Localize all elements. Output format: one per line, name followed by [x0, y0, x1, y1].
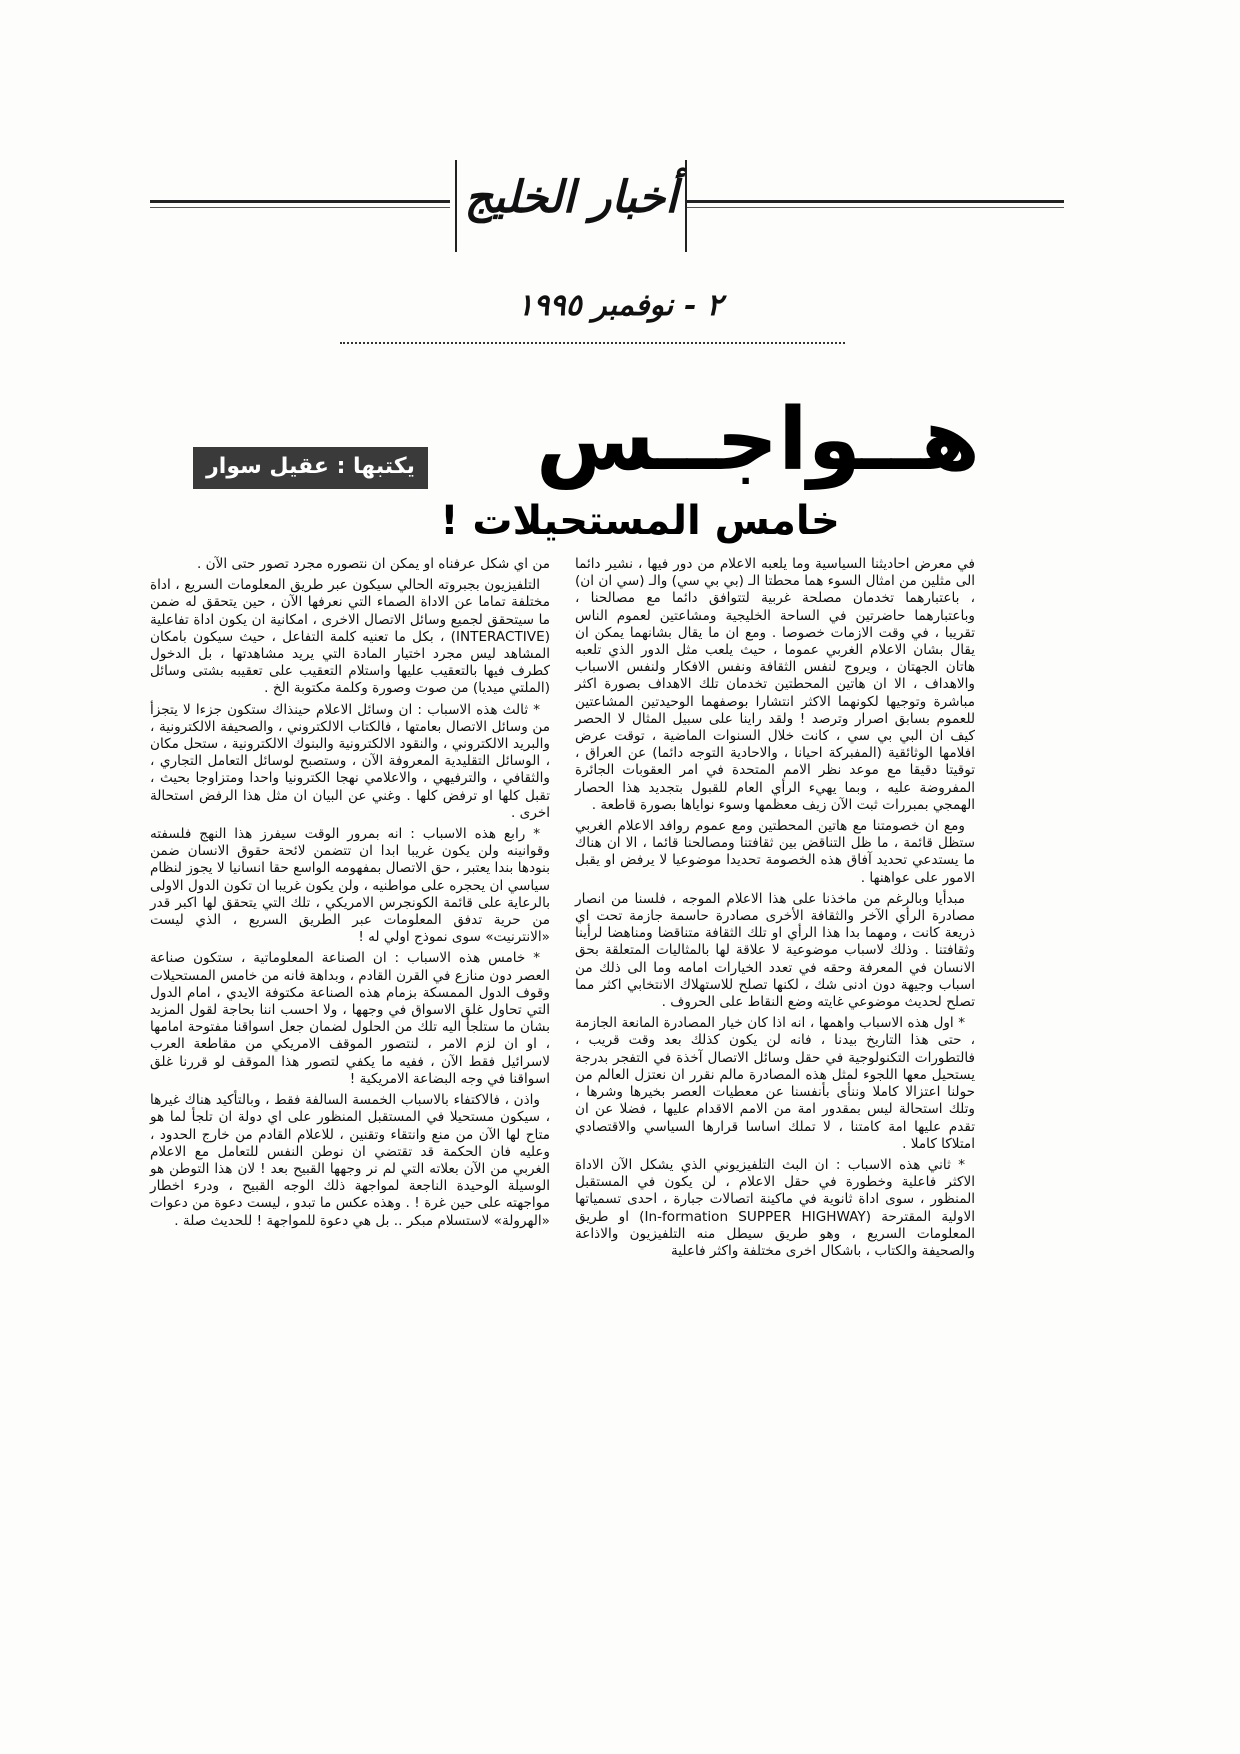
paragraph: ومع ان خصومتنا مع هاتين المحطتين ومع عموم روافد الاعلام الغربي ستظل قائمة ، ما ظل التناقض بين ثقافتنا ومصالحنا قائما ، الا ان هناك ما يستدعي تحديد آفاق هذه الخصومة تحديدا موضوعيا لا يرفض او يقبل الامور على عواهنها .: [575, 818, 975, 886]
paragraph: في معرض احاديثنا السياسية وما يلعبه الاعلام من دور فيها ، نشير دائما الى مثلين من امثال السوء هما محطتا الـ (بي بي سي) والـ (سي ان ان) ، باعتبارهما تخدمان مصلحة غربية لتتوافق دائما مع مصالحنا ، وباعتبارهما حاضرتين في الساحة الخليجية ومشاعتين لعموم الناس تقريبا ، في وقت الازمات خصوصا . ومع ان ما يقال بشانهما يمكن ان يقال بشان الاعلام الغربي عموما ، حيث يلعب مثل الدور الذي تلعبه هاتان الجهتان ، ويروج لنفس الثقافة ونفس الافكار ولنفس الاسباب والاهداف ، الا ان هاتين المحطتين تخدمان تلك الاهداف بصورة اكثر مباشرة وتوجيها لكونهما الاكثر انتشارا بوصفهما الوحيدتين المشاعتين للعموم بسابق اصرار وترصد ! ولقد راينا على سبيل المثال لا الحصر كيف ان البي بي سي ، كانت خلال السنوات الماضية ، توقت عرض افلامها الوثائقية (المفبركة احيانا ، والاحادية التوجه دائما) عن العراق ، توقيتا دقيقا مع موعد نظر الامم المتحدة في امر العقوبات الجائرة المفروضة عليه ، وبما يهيء الرأي العام للقبول بتجديد هذا الحصار الهمجي بمبررات ثبت الآن زيف معظمها وسوء نواياها بصورة قاطعة .: [575, 556, 975, 813]
paragraph: واذن ، فالاكتفاء بالاسباب الخمسة السالفة فقط ، وبالتأكيد هناك غيرها ، سيكون مستحيلا في المستقبل المنظور على اي دولة ان تلجأ لما هو متاح لها الآن من منع وانتقاء وتقنين ، للاعلام القادم من خارج الحدود ، وعليه فان الحكمة قد تقتضي ان نوطن النفس للتعامل مع الاعلام الغربي من الآن بعلاته التي لم نر وجهها القبيح بعد ! لان هذا التوطن هو الوسيلة الوحيدة الناجعة لمواجهة ذلك الوجه القبيح ، ودرء اخطار مواجهته على حين غرة ! . وهذه عكس ما تبدو ، ليست دعوة من دعوات «الهرولة» لاستسلام مبكر .. بل هي دعوة للمواجهة ! للحديث صلة .: [150, 1092, 550, 1229]
masthead-thin-rule-right: [686, 207, 1064, 208]
newspaper-name: أخبار الخليج: [464, 172, 678, 223]
masthead: [150, 160, 1070, 260]
byline: يكتبها : عقيل سوار: [206, 454, 415, 479]
paragraph: التلفيزيون بجبروته الحالي سيكون عبر طريق المعلومات السريع ، اداة مختلفة تماما عن الاداة الصماء التي نعرفها الآن ، حين يتحقق له ضمن ما سيتحقق لجميع وسائل الاتصال الاخرى ، امكانية ان يكون اداة تفاعلية (INTERACTIVE) ، بكل ما تعنيه كلمة التفاعل ، حيث سيكون بامكان المشاهد ليس مجرد اختيار المادة التي يريد مشاهدتها ، بل الدخول كطرف فيها بالتعقيب عليها واستلام التعقيب على تعقيبه بشتى وسائل (الملتي ميديا) من صوت وصورة وكلمة مكتوبة الخ .: [150, 577, 550, 697]
paragraph: * ثالث هذه الاسباب : ان وسائل الاعلام حينذاك ستكون جزءا لا يتجزأ من وسائل الاتصال بعامتها ، فالكتاب الالكتروني ، والصحيفة الالكترونية ، والبريد الالكتروني ، والنقود الالكترونية والبنوك الالكترونية ، ستحل مكان ، الوسائل التقليدية المعروفة الآن ، وستصبح لوسائل التعامل التجاري ، والثقافي ، والترفيهي ، والاعلامي نهجا الكترونيا واحدا ومتزاوجا بحيث ، تقبل كلها او ترفض كلها . وغني عن البيان ان مثل هذا الرفض استحالة اخرى .: [150, 701, 550, 821]
paragraph: * ثاني هذه الاسباب : ان البث التلفيزيوني الذي يشكل الآن الاداة الاكثر فاعلية وخطورة في حقل الاعلام ، لن يكون في المستقبل المنظور ، سوى اداة ثانوية في ماكينة اتصالات جبارة ، احدى تسمياتها الاولية المقترحة (In-formation SUPPER HIGHWAY) او طريق المعلومات السريع ، وهو طريق سيطل منه التلفيزيون والاذاعة والصحيفة والكتاب ، باشكال اخرى مختلفة واكثر فاعلية: [575, 1156, 975, 1259]
masthead-rule-right: [686, 200, 1064, 203]
paragraph: مبدأيا وبالرغم من ماخذنا على هذا الاعلام الموجه ، فلسنا من انصار مصادرة الرأي الآخر والثقافة الأخرى مصادرة حاسمة جازمة تحت اي ذريعة كانت ، ومهما بدا هذا الرأي او تلك الثقافة متناقضا ومناهضا لرأينا وثقافتنا . وذلك لاسباب موضوعية لا علاقة لها بالمثاليات المتعلقة بحق الانسان في المعرفة وحقه في تعدد الخيارات امامه وما الى ذلك من اسباب وجيهة دون ادنى شك ، لكنها تصلح للاستهلاك الانتخابي اكثر مما تصلح لحديث موضوعي غايته وضع النقاط على الحروف .: [575, 890, 975, 1011]
paragraph: من اي شكل عرفناه او يمكن ان نتصوره مجرد تصور حتى الآن .: [197, 556, 550, 572]
masthead-thin-rule-left: [150, 207, 450, 208]
article-column-left: [150, 556, 550, 1234]
date-underline: [340, 342, 845, 344]
issue-date: ٢ - نوفمبر ١٩٩٥: [517, 288, 723, 323]
paragraph: * اول هذه الاسباب واهمها ، انه اذا كان خيار المصادرة المانعة الجازمة ، حتى هذا التاريخ بيدنا ، فانه لن يكون كذلك بعد وقت قريب ، فالتطورات التكنولوجية في حقل وسائل الاتصال آخذة في التفجر بدرجة يستحيل معها اللجوء لمثل هذه المصادرة مالم نقرر ان نعتزل العالم من حولنا اعتزالا كاملا وننأى بأنفسنا عن معطيات العصر بخيرها وشرها ، وتلك استحالة ليس بمقدور امة من الامم الاقدام عليها ، فضلا عن ان تقدم عليها امة كامتنا ، لا تملك اساسا قرارها السياسي والاقتصادي امتلاكا كاملا .: [575, 1015, 975, 1152]
paragraph: * خامس هذه الاسباب : ان الصناعة المعلوماتية ، ستكون صناعة العصر دون منازع في القرن القادم ، وبداهة فانه من خامس المستحيلات وقوف الدول الممسكة بزمام هذه الصناعة مكتوفة الايدي ، امام الدول التي تحاول غلق الاسواق في وجهها ، ولا احسب اننا بحاجة لقول المزيد بشان ما ستلجأ اليه تلك من الحلول لضمان جعل اسواقنا مفتوحة امامها ، او ان لزم الامر ، لنتصور الموقف الامريكي من مقاطعة العرب لاسرائيل فقط الآن ، ففيه ما يكفي لتصور هذا الموقف لو قررنا غلق اسواقنا في وجه البضاعة الامريكية !: [149, 950, 550, 1087]
article-column-right: [575, 556, 975, 1264]
masthead-rule-left: [150, 200, 450, 203]
article-headline: خامس المستحيلات !: [440, 498, 840, 544]
paragraph: * رابع هذه الاسباب : انه بمرور الوقت سيفرز هذا النهج فلسفته وقوانينه ولن يكون غريبا ابدا ان تتضمن لائحة حقوق الانسان ضمن بنودها بندا يعتبر ، حق الاتصال بمفهومه الواسع حقا انسانيا لا يجوز لنظام سياسي ان يحجره على مواطنيه ، ولن يكون غريبا ان تكون الدول الاولى بالرعاية على قائمة الكونجرس الامريكي ، تلك التي يتحقق لها اكبر قدر من حرية تدفق المعلومات عبر الطريق السريع ، الذي ليست «الانترنيت» سوى نموذج اولي له !: [150, 826, 550, 946]
byline-box: [193, 447, 428, 489]
masthead-logo-box: [455, 160, 687, 252]
column-title: هــواجــس: [535, 390, 980, 490]
